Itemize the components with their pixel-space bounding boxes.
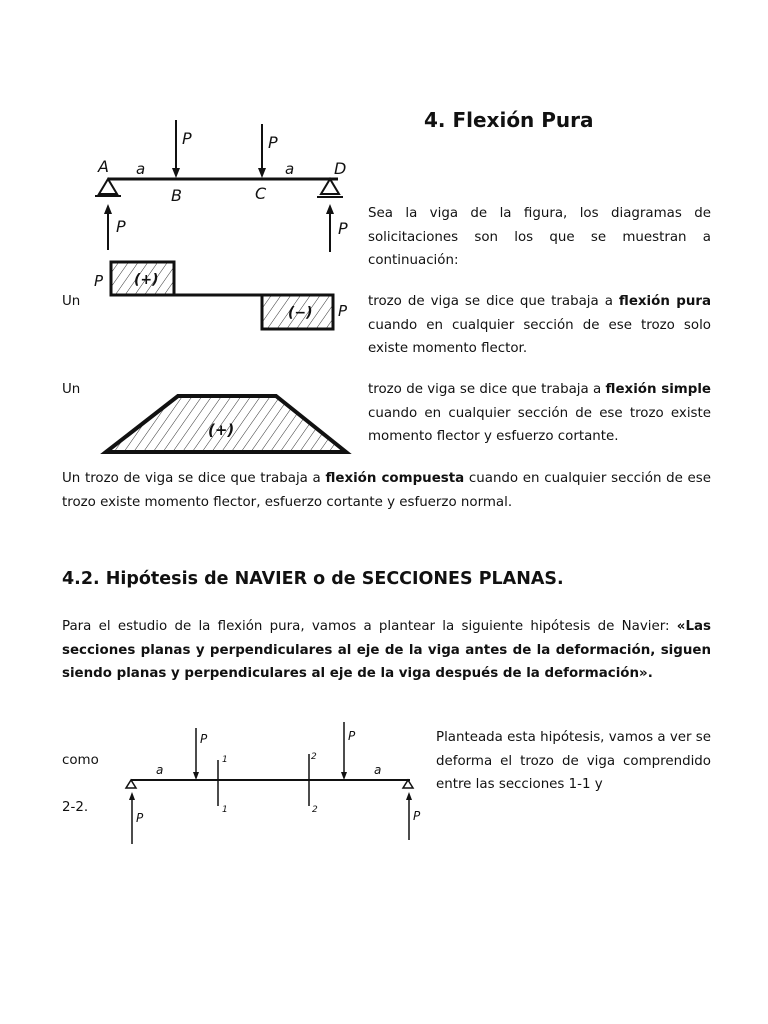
pura-lead: Un: [62, 294, 81, 309]
label-p2: P: [268, 133, 278, 152]
label-dist-a1: a: [136, 160, 146, 178]
pura-paragraph: trozo de viga se dice que trabaja a flexión pura cuando en cualquier sección de ese trozo solo existe momento flector.: [368, 294, 712, 356]
label-p-right: P: [338, 302, 348, 320]
navier-quote: «Las secciones planas y perpendiculares al eje de la viga antes de la deformación, siguen siendo planas y perpendiculares al eje de la viga después de la deformación».: [62, 619, 711, 681]
label-dist-a2-small: a: [374, 763, 382, 777]
simple-paragraph: trozo de viga se dice que trabaja a flexión simple cuando en cualquier sección de ese trozo existe momento flector y esfuerzo cortante.: [368, 382, 712, 444]
label-plus-moment: (+): [208, 421, 235, 439]
section-title: 4. Flexión Pura: [424, 108, 594, 132]
label-p1: P: [182, 129, 192, 148]
label-s1-top: 1: [222, 755, 228, 765]
label-a: A: [98, 157, 109, 176]
support-d: [321, 179, 339, 194]
label-b: B: [171, 186, 182, 205]
pura-term: flexión pura: [618, 294, 712, 309]
intro-paragraph: Sea la viga de la figura, los diagramas de solicitaciones son los que se muestran a continuación:: [368, 206, 711, 268]
support-a: [99, 179, 117, 194]
label-ra-small: P: [136, 811, 144, 825]
beam-load-diagram: [90, 112, 360, 262]
compuesta-paragraph: Un trozo de viga se dice que trabaja a flexión compuesta cuando en cualquier sección de ese trozo existe momento flector, esfuerzo cortante y esfuerzo normal.: [62, 471, 712, 510]
moment-diagram: [100, 388, 352, 458]
label-p-left: P: [94, 272, 104, 290]
simple-lead: Un: [62, 382, 81, 397]
label-s1-bot: 1: [222, 805, 228, 815]
label-s2-top: 2: [311, 752, 317, 762]
label-dist-a1-small: a: [156, 763, 164, 777]
label-ra: P: [116, 217, 126, 236]
label-plus: (+): [134, 272, 159, 288]
label-c: C: [255, 184, 267, 203]
subsection-title: 4.2. Hipótesis de NAVIER o de SECCIONES PLANAS.: [62, 569, 564, 589]
compuesta-term: flexión compuesta: [325, 471, 465, 486]
shear-diagram: [92, 258, 360, 336]
closing-tail: 2-2.: [62, 800, 89, 815]
simple-term: flexión simple: [605, 382, 712, 397]
closing-paragraph: Planteada esta hipótesis, vamos a ver se deforma el trozo de viga comprendido entre las secciones 1-1 y: [436, 730, 711, 792]
label-rd-small: P: [413, 809, 421, 823]
label-rd: P: [338, 219, 348, 238]
beam-sections-diagram: [122, 722, 430, 850]
label-p1-small: P: [200, 732, 208, 746]
label-s2-bot: 2: [312, 805, 318, 815]
label-minus: (−): [288, 305, 313, 321]
closing-lead: como: [62, 753, 99, 768]
label-p2-small: P: [348, 729, 356, 743]
label-dist-a2: a: [285, 160, 295, 178]
label-d: D: [334, 159, 347, 178]
navier-paragraph: Para el estudio de la flexión pura, vamos a plantear la siguiente hipótesis de Navier: «Las secciones planas y perpendiculares al eje de la viga antes de la deformación, siguen siendo planas y perpendiculares al eje de la viga después de la deformación».: [62, 619, 711, 681]
